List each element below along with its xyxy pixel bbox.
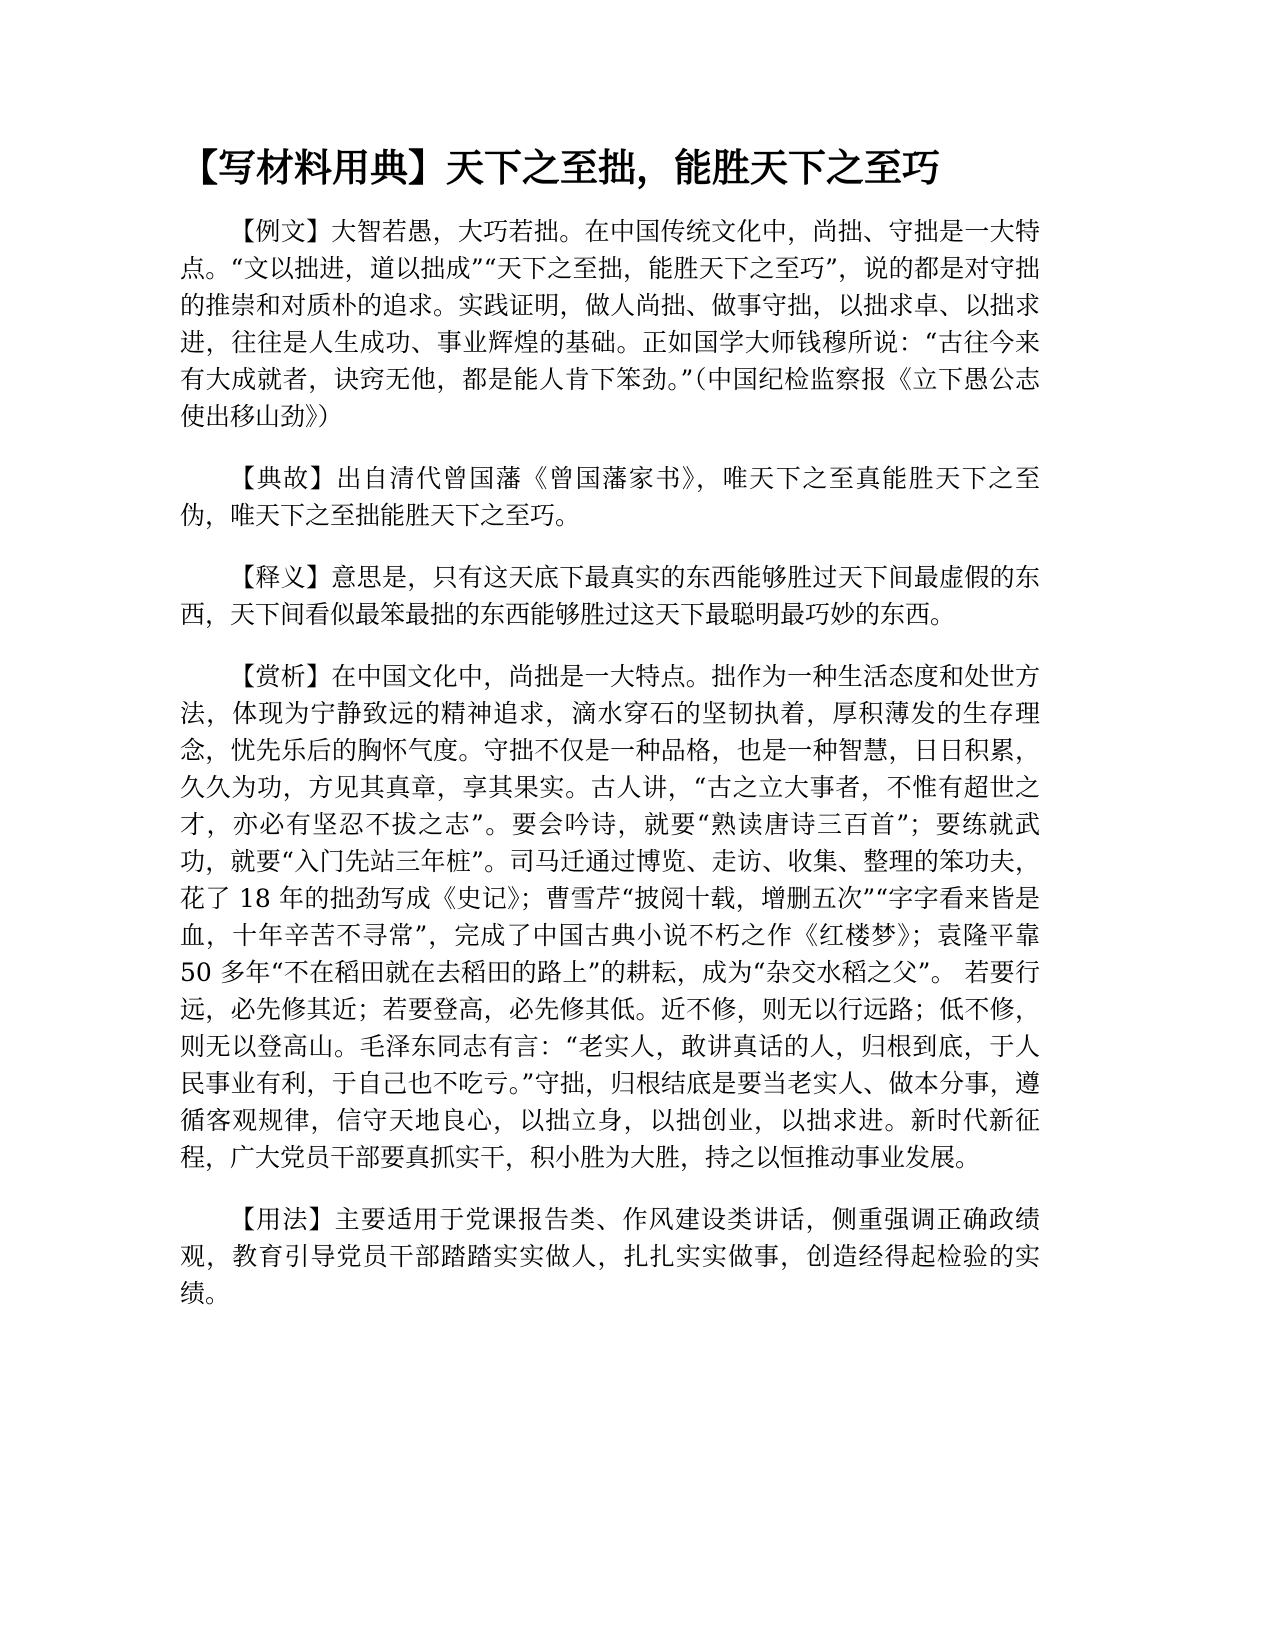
- paragraph-text: 意思是，只有这天底下最真实的东西能够胜过天下间最虚假的东西，天下间看似最笨最拙的东西能够胜过这天下最聪明最巧妙的东西。: [180, 563, 1040, 629]
- paragraph-allusion: [180, 460, 1040, 534]
- paragraph-label: 【用法】: [230, 1205, 335, 1234]
- paragraph-example: [180, 213, 1040, 435]
- paragraph-text: 主要适用于党课报告类、作风建设类讲话，侧重强调正确政绩观，教育引导党员干部踏踏实实做人，扎扎实实做事，创造经得起检验的实绩。: [180, 1205, 1040, 1308]
- document-title: 【写材料用典】天下之至拙，能胜天下之至巧: [180, 146, 941, 190]
- paragraph-text: 在中国文化中，尚拙是一大特点。拙作为一种生活态度和处世方法，体现为宁静致远的精神追求，滴水穿石的坚韧执着，厚积薄发的生存理念，忧先乐后的胸怀气度。守拙不仅是一种品格，也是一种智慧，日日积累，久久为功，方见其真章，享其果实。古人讲，“古之立大事者，不惟有超世之才，亦必有坚忍不拔之志”。要会吟诗，就要“熟读唐诗三百首”；要练就武功，就要“入门先站三年桩”。司马迁通过博览、走访、收集、整理的笨功夫，花了 18 年的拙劲写成《史记》；曹雪芹“披阅十载，增删五次”“字字看来皆是血，十年辛苦不寻常”，完成了中国古典小说不朽之作《红楼梦》；袁隆平靠 50 多年“不在稻田就在去稻田的路上”的耕耘，成为“杂交水稻之父”。 若要行远，必先修其近；若要登高，必先修其低。近不修，则无以行远路；低不修，则无以登高山。毛泽东同志有言：“老实人，敢讲真话的人，归根到底，于人民事业有利，于自己也不吃亏。”守拙，归根结底是要当老实人、做本分事，遵循客观规律，信守天地良心，以拙立身，以拙创业，以拙求进。新时代新征程，广大党员干部要真抓实干，积小胜为大胜，持之以恒推动事业发展。: [180, 662, 1040, 1172]
- paragraph-analysis: [180, 658, 1040, 1176]
- document-body: [180, 213, 1040, 1337]
- paragraph-meaning: [180, 559, 1040, 633]
- paragraph-text: 大智若愚，大巧若拙。在中国传统文化中，尚拙、守拙是一大特点。“文以拙进，道以拙成”“天下之至拙，能胜天下之至巧”，说的都是对守拙的推崇和对质朴的追求。实践证明，做人尚拙、做事守拙，以拙求卓、以拙求进，往往是人生成功、事业辉煌的基础。正如国学大师钱穆所说：“古往今来有大成就者，诀窍无他，都是能人肯下笨劲。”（中国纪检监察报《立下愚公志使出移山劲》）: [180, 217, 1040, 431]
- paragraph-label: 【例文】: [230, 217, 332, 246]
- paragraph-usage: [180, 1201, 1040, 1312]
- paragraph-label: 【典故】: [230, 464, 337, 493]
- paragraph-label: 【赏析】: [230, 662, 332, 691]
- paragraph-text: 出自清代曾国藩《曾国藩家书》，唯天下之至真能胜天下之至伪，唯天下之至拙能胜天下之至巧。: [180, 464, 1040, 530]
- paragraph-label: 【释义】: [230, 563, 332, 592]
